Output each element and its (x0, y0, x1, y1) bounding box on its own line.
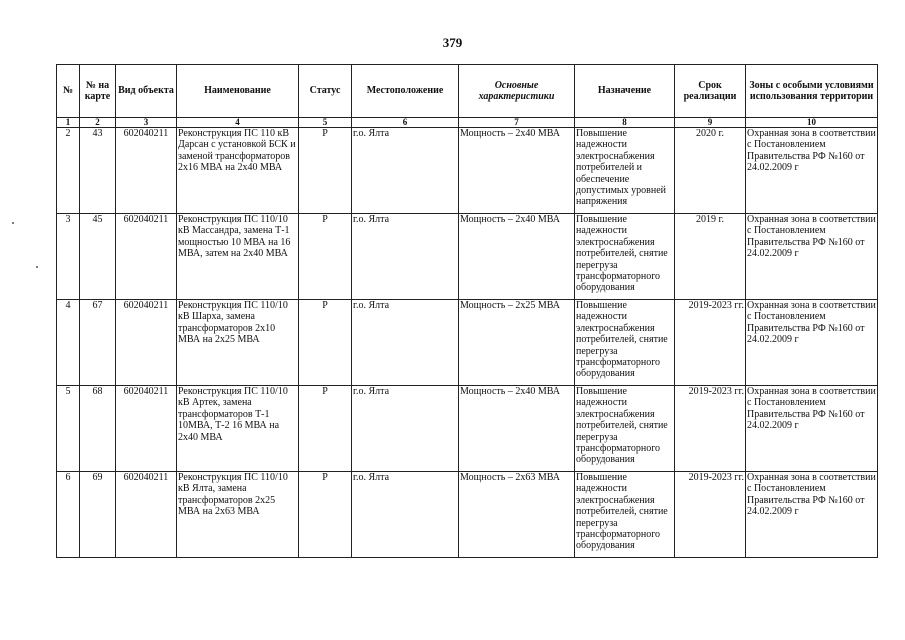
col-number: 8 (575, 118, 675, 128)
scan-speck (12, 222, 14, 224)
cell-object-type: 602040211 (116, 472, 177, 558)
cell-map-number: 69 (80, 472, 116, 558)
col-number: 1 (57, 118, 80, 128)
scan-speck (36, 266, 38, 268)
cell-purpose: Повышение надежности электроснабжения потребителей, снятие перегруза трансформаторного оборудования (575, 300, 675, 386)
cell-status: Р (299, 214, 352, 300)
cell-status: Р (299, 300, 352, 386)
cell-location: г.о. Ялта (352, 214, 459, 300)
cell-number: 2 (57, 128, 80, 214)
cell-purpose: Повышение надежности электроснабжения потребителей, снятие перегруза трансформаторного оборудования (575, 472, 675, 558)
col-header-location: Местоположение (352, 65, 459, 118)
col-header-object-type: Вид объекта (116, 65, 177, 118)
cell-term: 2019-2023 гг. (675, 386, 746, 472)
page-number: 379 (442, 35, 463, 50)
cell-characteristics: Мощность – 2х25 МВА (459, 300, 575, 386)
cell-zones: Охранная зона в соответствии с Постановлением Правительства РФ №160 от 24.02.2009 г (746, 128, 878, 214)
cell-location: г.о. Ялта (352, 128, 459, 214)
col-header-term: Срок реализации (675, 65, 746, 118)
col-header-map-number: № на карте (80, 65, 116, 118)
table-row (57, 214, 878, 300)
cell-characteristics: Мощность – 2х63 МВА (459, 472, 575, 558)
cell-zones: Охранная зона в соответствии с Постановлением Правительства РФ №160 от 24.02.2009 г (746, 300, 878, 386)
cell-name: Реконструкция ПС 110 кВ Дарсан с установкой БСК и заменой трансформаторов 2х16 МВА на 2х40 МВА (177, 128, 299, 214)
cell-term: 2020 г. (675, 128, 746, 214)
col-number: 3 (116, 118, 177, 128)
cell-characteristics: Мощность – 2х40 МВА (459, 128, 575, 214)
cell-term: 2019 г. (675, 214, 746, 300)
col-number: 5 (299, 118, 352, 128)
cell-number: 3 (57, 214, 80, 300)
planning-table (56, 64, 878, 558)
col-header-name: Наименование (177, 65, 299, 118)
cell-number: 6 (57, 472, 80, 558)
cell-location: г.о. Ялта (352, 472, 459, 558)
table-row (57, 386, 878, 472)
cell-zones: Охранная зона в соответствии с Постановлением Правительства РФ №160 от 24.02.2009 г (746, 472, 878, 558)
cell-object-type: 602040211 (116, 300, 177, 386)
header-row (57, 65, 878, 118)
col-header-status: Статус (299, 65, 352, 118)
cell-map-number: 68 (80, 386, 116, 472)
col-header-characteristics: Основные характеристики (459, 65, 575, 118)
cell-characteristics: Мощность – 2х40 МВА (459, 214, 575, 300)
column-number-row (57, 118, 878, 128)
cell-characteristics: Мощность – 2х40 МВА (459, 386, 575, 472)
cell-status: Р (299, 472, 352, 558)
col-number: 4 (177, 118, 299, 128)
col-number: 9 (675, 118, 746, 128)
cell-name: Реконструкция ПС 110/10 кВ Ялта, замена трансформаторов 2х25 МВА на 2х63 МВА (177, 472, 299, 558)
col-number: 2 (80, 118, 116, 128)
cell-map-number: 67 (80, 300, 116, 386)
cell-zones: Охранная зона в соответствии с Постановлением Правительства РФ №160 от 24.02.2009 г (746, 214, 878, 300)
table-row (57, 472, 878, 558)
cell-status: Р (299, 128, 352, 214)
col-number: 7 (459, 118, 575, 128)
cell-purpose: Повышение надежности электроснабжения потребителей, снятие перегруза трансформаторного оборудования (575, 214, 675, 300)
cell-map-number: 45 (80, 214, 116, 300)
cell-name: Реконструкция ПС 110/10 кВ Артек, замена трансформаторов Т-1 10МВА, Т-2 16 МВА на 2х40 МВА (177, 386, 299, 472)
col-header-purpose: Назначение (575, 65, 675, 118)
cell-purpose: Повышение надежности электроснабжения потребителей, снятие перегруза трансформаторного оборудования (575, 386, 675, 472)
cell-number: 5 (57, 386, 80, 472)
cell-number: 4 (57, 300, 80, 386)
table-row (57, 128, 878, 214)
cell-purpose: Повышение надежности электроснабжения потребителей и обеспечение допустимых уровней напряжения (575, 128, 675, 214)
cell-name: Реконструкция ПС 110/10 кВ Массандра, замена Т-1 мощностью 10 МВА на 16 МВА, затем на 2х40 МВА (177, 214, 299, 300)
col-header-number: № (57, 65, 80, 118)
col-number: 6 (352, 118, 459, 128)
table-row (57, 300, 878, 386)
cell-term: 2019-2023 гг. (675, 472, 746, 558)
cell-location: г.о. Ялта (352, 386, 459, 472)
cell-term: 2019-2023 гг. (675, 300, 746, 386)
col-header-zones: Зоны с особыми условиями использования территории (746, 65, 878, 118)
cell-map-number: 43 (80, 128, 116, 214)
cell-name: Реконструкция ПС 110/10 кВ Шархa, замена трансформаторов 2х10 МВА на 2х25 МВА (177, 300, 299, 386)
cell-location: г.о. Ялта (352, 300, 459, 386)
cell-object-type: 602040211 (116, 386, 177, 472)
cell-status: Р (299, 386, 352, 472)
cell-object-type: 602040211 (116, 128, 177, 214)
cell-zones: Охранная зона в соответствии с Постановлением Правительства РФ №160 от 24.02.2009 г (746, 386, 878, 472)
col-number: 10 (746, 118, 878, 128)
cell-object-type: 602040211 (116, 214, 177, 300)
